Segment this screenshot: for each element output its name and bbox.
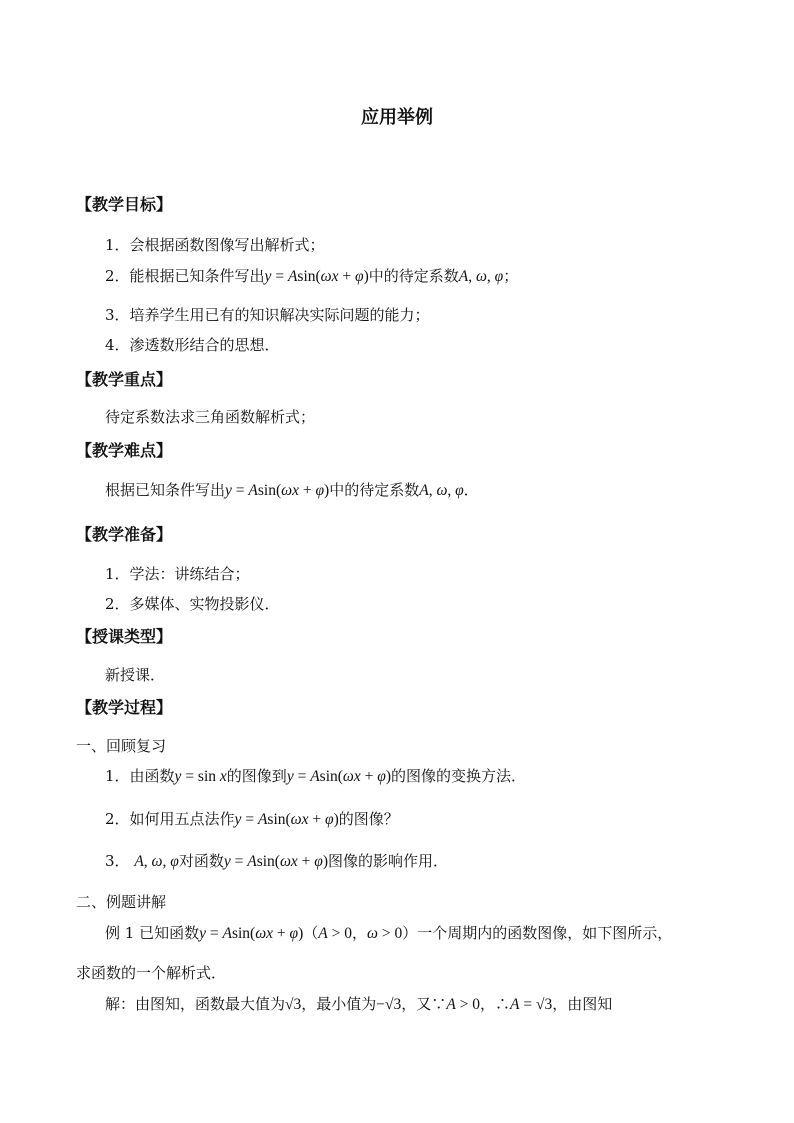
review-item-3-text-a: 3． — [105, 852, 130, 870]
difficulties-text-a: 根据已知条件写出 — [105, 481, 226, 499]
coefficients-formula: A, ω, φ — [134, 853, 179, 870]
preparation-item-1: 1．学法：讲练结合； — [105, 565, 250, 583]
lesson-type-text: 新授课． — [105, 666, 166, 684]
example-1-text-a: 例 1 已知函数 — [105, 924, 200, 942]
formula-y-asin: y = Asin(ωx + φ) — [223, 853, 329, 870]
review-item-2-text-a: 2．如何用五点法作 — [105, 810, 235, 828]
difficulties-text — [105, 479, 479, 500]
formula-y-asin: y = Asin(ωx + φ) — [264, 268, 369, 285]
preparation-heading: 【教学准备】 — [76, 525, 173, 544]
difficulties-text-b: 中的待定系数 — [329, 481, 420, 499]
review-item-2 — [105, 808, 399, 829]
part-1-heading: 一、回顾复习 — [76, 737, 167, 755]
preparation-item-2: 2．多媒体、实物投影仪． — [105, 595, 280, 613]
a-equals-sqrt3: A = √3 — [510, 996, 553, 1013]
review-item-3-text-b: 对函数 — [178, 852, 224, 870]
solution-text-e: ，由图知 — [552, 995, 613, 1013]
solution-text-c: ，又∵ — [401, 995, 447, 1013]
sqrt3-value: √3 — [285, 996, 302, 1013]
solution-text-a: 解：由图知，函数最大值为 — [105, 995, 286, 1013]
example-1-statement — [105, 922, 672, 943]
page-title: 应用举例 — [361, 107, 433, 128]
review-item-1-text-b: 的图像到 — [226, 767, 287, 785]
difficulties-heading: 【教学难点】 — [76, 441, 173, 460]
objective-4: 4．渗透数形结合的思想． — [105, 336, 280, 354]
solution-text-d: ，∴ — [480, 995, 511, 1013]
review-item-3 — [105, 850, 448, 871]
formula-y-asin: y = Asin(ωx + φ) — [225, 482, 330, 499]
coefficients-formula: A, ω, φ — [419, 482, 464, 499]
key-points-text: 待定系数法求三角函数解析式； — [105, 408, 316, 426]
condition-omega-positive: ω > 0 — [367, 925, 403, 942]
objective-2 — [105, 265, 518, 286]
condition-a-positive: A > 0 — [318, 925, 353, 942]
objective-2-text-b: 中的待定系数 — [368, 267, 459, 285]
review-item-3-text-c: 图像的影响作用． — [328, 852, 449, 870]
solution-line — [105, 993, 612, 1014]
review-item-1 — [105, 765, 526, 786]
solution-text-b: ，最小值为 — [301, 995, 377, 1013]
process-heading: 【教学过程】 — [76, 698, 173, 717]
neg-sqrt3-value: −√3 — [376, 996, 402, 1013]
objective-2-text-a: 2．能根据已知条件写出 — [105, 267, 265, 285]
objective-3: 3．培养学生用已有的知识解决实际问题的能力； — [105, 306, 430, 324]
example-1-text-b: （ — [303, 924, 319, 942]
example-1-statement-cont: 求函数的一个解析式． — [76, 964, 227, 982]
formula-y-asin: y = Asin(ωx + φ) — [234, 811, 339, 828]
formula-y-asin: y = Asin(ωx + φ) — [199, 925, 304, 942]
part-2-heading: 二、例题讲解 — [76, 893, 167, 911]
review-item-2-text-b: 的图像？ — [338, 810, 399, 828]
difficulties-text-c: ． — [463, 481, 479, 499]
condition-a-positive: A > 0 — [446, 996, 481, 1013]
example-1-text-c: ， — [352, 924, 368, 942]
review-item-1-text-a: 1．由函数 — [105, 767, 175, 785]
objective-2-text-c: ； — [503, 267, 519, 285]
formula-y-asin: y = Asin(ωx + φ) — [286, 768, 391, 785]
key-points-heading: 【教学重点】 — [76, 370, 173, 389]
formula-y-sinx: y = sin x — [174, 768, 227, 785]
lesson-type-heading: 【授课类型】 — [76, 627, 173, 646]
example-1-text-d: ）一个周期内的函数图像，如下图所示， — [402, 924, 673, 942]
review-item-1-text-c: 的图像的变换方法． — [391, 767, 527, 785]
coefficients-formula: A, ω, φ — [458, 268, 504, 285]
objective-1: 1．会根据函数图像写出解析式； — [105, 236, 325, 254]
objectives-heading: 【教学目标】 — [76, 195, 173, 214]
